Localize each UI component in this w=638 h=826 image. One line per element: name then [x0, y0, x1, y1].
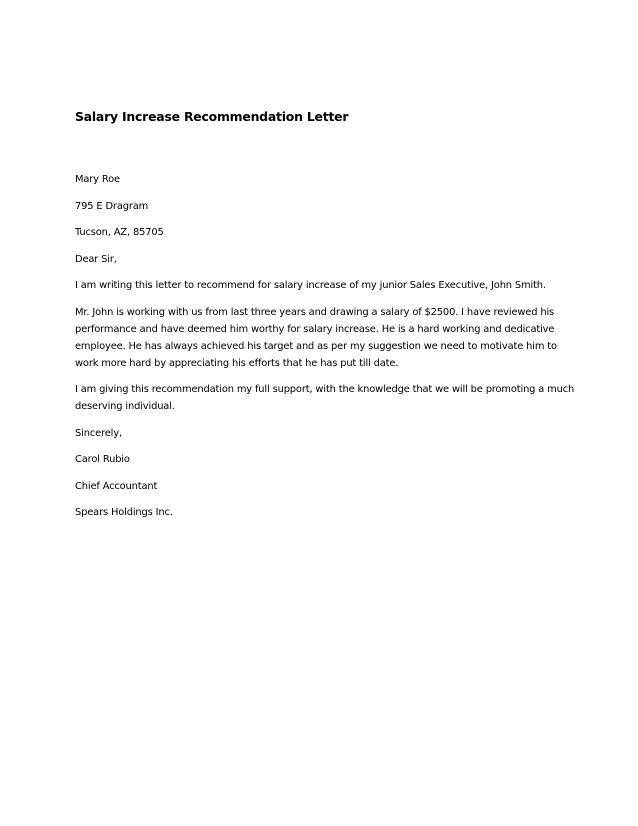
address-line-1: 795 E Dragram: [75, 200, 149, 212]
address-line-2: Tucson, AZ, 85705: [75, 227, 164, 238]
signer-name: Carol Rubio: [75, 454, 130, 465]
letter-body: [75, 171, 575, 521]
letter-page: [75, 108, 575, 531]
closing: Sincerely,: [75, 427, 122, 439]
letter-title: Salary Increase Recommendation Letter: [75, 109, 349, 124]
paragraph-support: I am giving this recommendation my full support, with the knowledge that we will be promoting a much deserving individual.: [75, 384, 575, 412]
sender-name: Mary Roe: [75, 174, 120, 185]
paragraph-details: Mr. John is working with us from last three years and drawing a salary of $2500. I have reviewed his performance and have deemed him worthy for salary increase. He is a hard working and dedicative employee. He has always achieved his target and as per my suggestion we need to motivate him to work more hard by appreciating his efforts that he has put till date.: [75, 306, 557, 369]
paragraph-intro: I am writing this letter to recommend for salary increase of my junior Sales Executive, John Smith.: [75, 280, 546, 291]
company-name: Spears Holdings Inc.: [75, 507, 173, 518]
signer-title: Chief Accountant: [75, 480, 158, 492]
salutation: Dear Sir,: [75, 253, 117, 265]
